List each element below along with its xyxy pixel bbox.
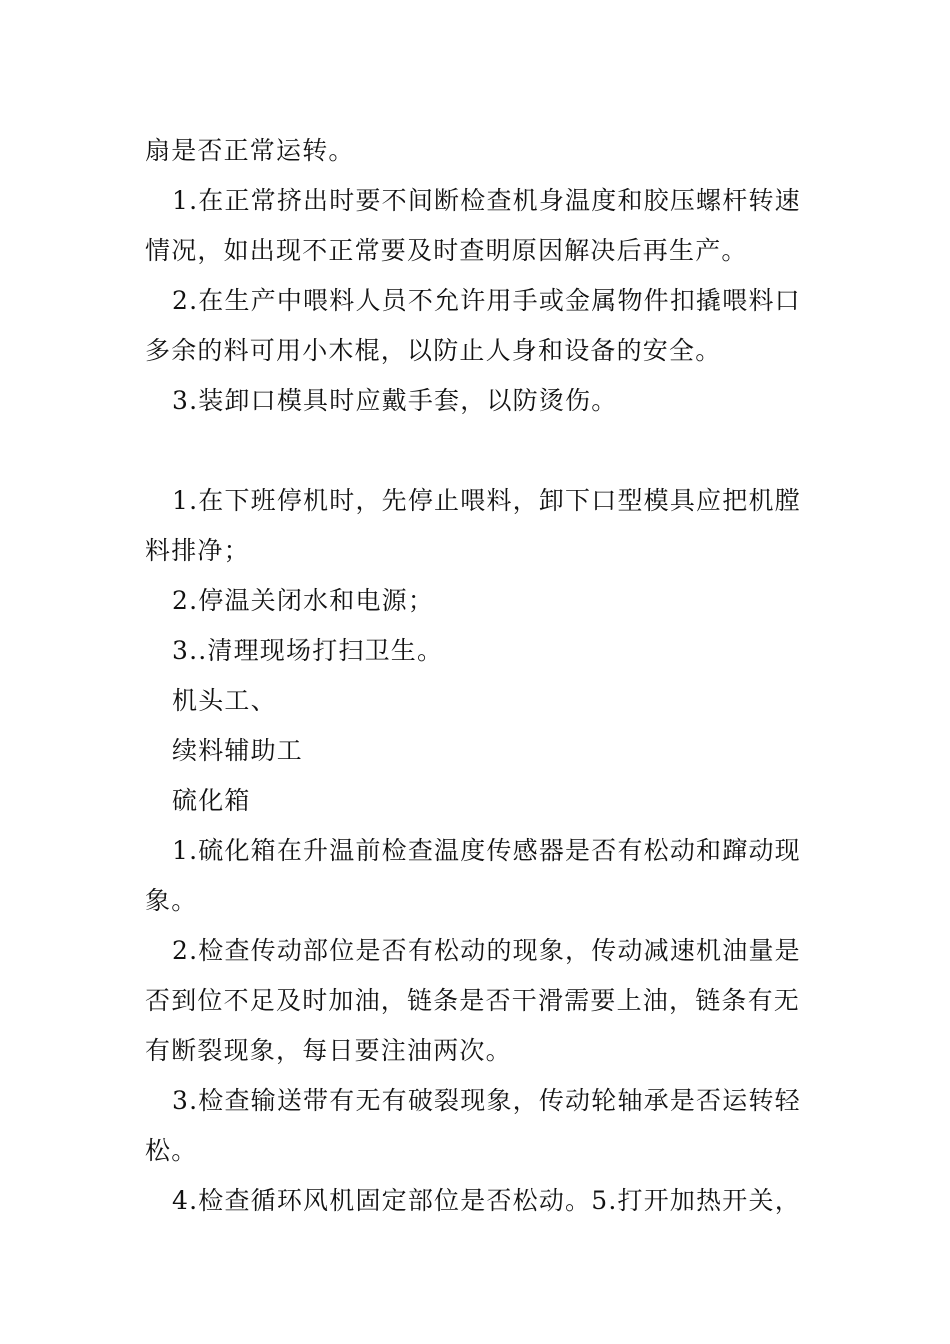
paragraph-fan-mount-check: 4.检查循环风机固定部位是否松动。5.打开加热开关， [172, 1186, 801, 1215]
paragraph-mold-gloves: 3.装卸口模具时应戴手套，以防烫伤。 [172, 386, 618, 415]
paragraph-shutdown-power: 2.停温关闭水和电源； [172, 586, 435, 615]
heading-head-worker: 机头工、 [172, 686, 277, 715]
paragraph-drive-check: 2.检查传动部位是否有松动的现象，传动减速机油量是否到位不足及时加油，链条是否干滑需要上油，链条有无有断裂现象，每日要注油两次。 [145, 936, 801, 1065]
paragraph-fan-check: 扇是否正常运转。 [145, 136, 355, 165]
paragraph-cleanup: 3..清理现场打扫卫生。 [172, 636, 444, 665]
heading-vulcanizing-box: 硫化箱 [172, 786, 251, 815]
paragraph-extrusion-check: 1.在正常挤出时要不间断检查机身温度和胶压螺杆转速情况，如出现不正常要及时查明原因解决后再生产。 [145, 186, 801, 265]
heading-feed-assistant: 续料辅助工 [172, 736, 304, 765]
paragraph-belt-check: 3.检查输送带有无有破裂现象，传动轮轴承是否运转轻松。 [145, 1086, 801, 1165]
paragraph-shutdown-feeding: 1.在下班停机时，先停止喂料，卸下口型模具应把机膛料排净； [145, 486, 801, 565]
paragraph-feeding-safety: 2.在生产中喂料人员不允许用手或金属物件扣撬喂料口多余的料可用小木棍，以防止人身和设备的安全。 [145, 286, 801, 365]
paragraph-sensor-check: 1.硫化箱在升温前检查温度传感器是否有松动和蹿动现象。 [145, 836, 801, 915]
